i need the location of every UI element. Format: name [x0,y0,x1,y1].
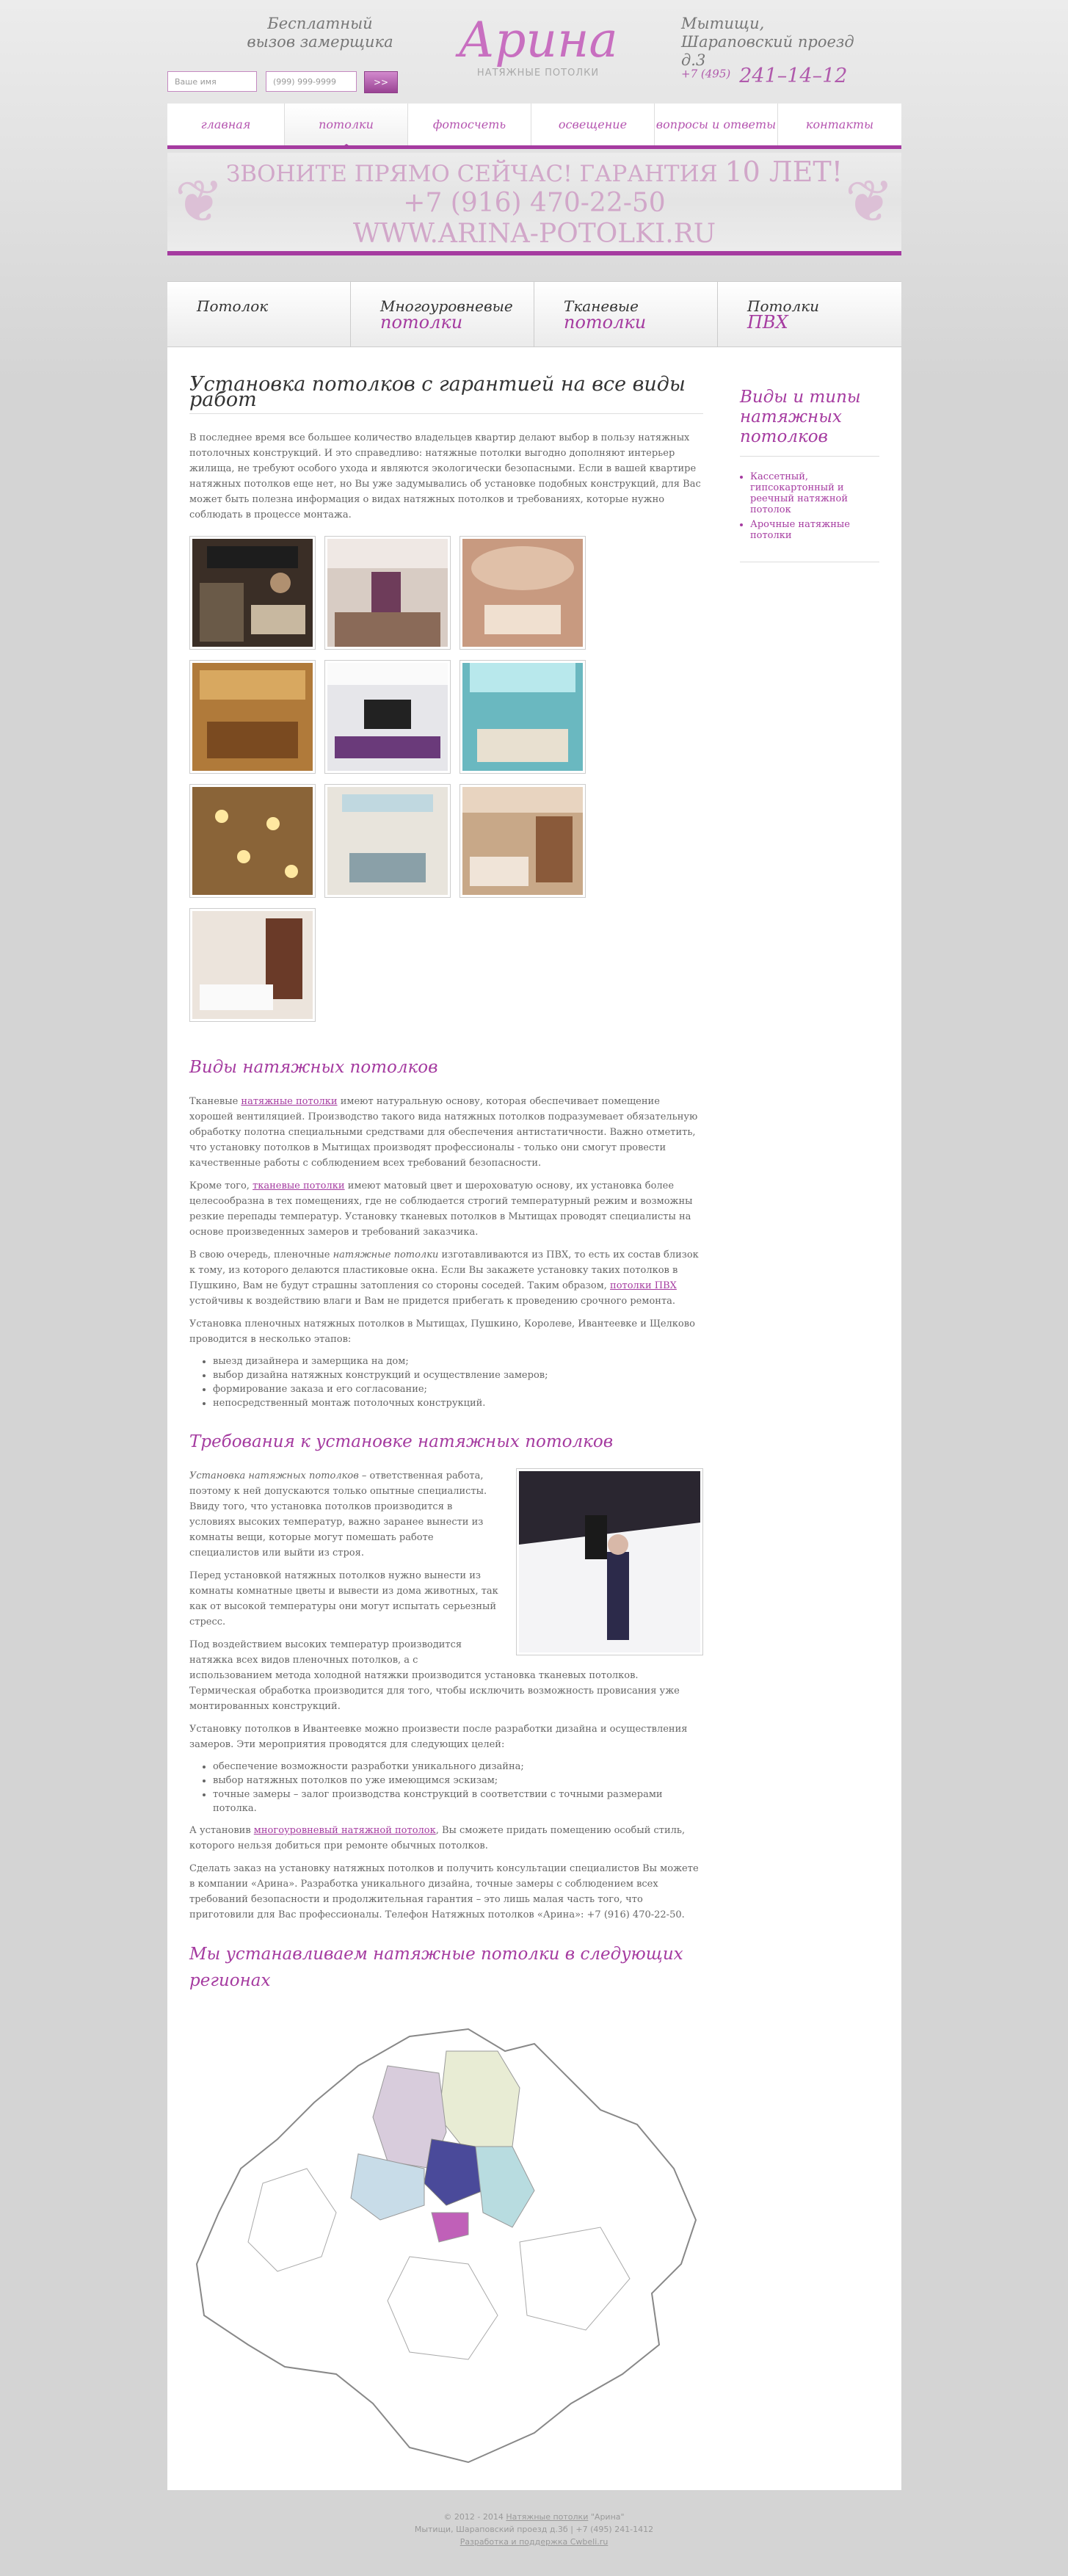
nav-item-lighting[interactable]: освещение [531,104,655,145]
banner-line-1 [167,156,901,188]
list-item: • формирование заказа и его согласование; [213,1382,703,1396]
nav-item-photos[interactable]: фотосчеть [408,104,531,145]
category-sublabel: потолки [380,312,463,333]
goals-list [213,1760,703,1815]
steps-list [213,1354,703,1410]
category-label: Тканевые [564,297,639,315]
ceiling-photo-icon [192,663,313,771]
paragraph [189,1247,703,1309]
nav-item-contacts[interactable]: контакты [805,117,874,131]
ceiling-photo-icon [327,663,448,771]
text-em: Установка натяжных потолков [189,1470,359,1481]
content-area [167,347,901,2490]
text: имеют матовый цвет и шероховатую основу, их установка более целесообразна в тех помещениях, где не соблюдается строгий температурный режим и возможны резкие перепады температур. Установку тканевых потолков в Мытищах проводят специалисты на основе произведенных замеров и требований заказчика. [189,1180,693,1238]
developer-link[interactable]: Разработка и поддержка Cwbeli.ru [459,2537,609,2547]
intro-paragraph: В последнее время все большее количество владельцев квартир делают выбор в пользу натяжных потолочных конструкций. И это справедливо: натяжные потолки выгодно дополняют интерьер жилища, не требуют особого ухода и являются экологически безопасными. Если в вашей квартире натяжных потолков еще нет, но Вы уже задумывались об установке подобных конструкций, для Вас может быть полезна информация о видах натяжных потолков и требованиях, которые нужно соблюдать в процессе монтажа. [189,432,701,520]
gallery-thumb[interactable] [189,660,316,774]
sidebar-item[interactable]: • Кассетный, гипсокартонный и реечный натяжной потолок [750,471,879,515]
footer-copyright [0,2511,1068,2523]
footer-address: Мытищи, Шараповский проезд д.3б | +7 (495) 241-1412 [414,2525,654,2534]
ceiling-photo-icon [327,539,448,647]
gallery-thumb[interactable] [324,536,451,650]
nav-item-home[interactable]: главная [167,104,285,145]
text: А установив [189,1825,254,1836]
banner-call-text: ЗВОНИТЕ ПРЯМО СЕЙЧАС! ГАРАНТИЯ [225,161,718,187]
list-item: • непосредственный монтаж потолочных конструкций. [213,1396,703,1410]
gallery-thumb[interactable] [189,908,316,1022]
category-sublabel: ПВХ [747,312,788,333]
section-title-regions: Мы устанавливаем натяжные потолки в следующих регионах [189,1945,683,1990]
list-item: • выбор натяжных потолков по уже имеющимся эскизам; [213,1774,703,1788]
ceiling-photo-icon [462,663,583,771]
installer-photo-icon [519,1471,700,1652]
text: В свою очередь, пленочные [189,1249,333,1260]
section-title-requirements: Требования к установке натяжных потолков [189,1432,614,1451]
gallery-thumb[interactable] [459,536,586,650]
ceiling-photo-icon [192,787,313,895]
gallery-thumb[interactable] [459,784,586,898]
category-bar [167,281,901,347]
gallery-thumb[interactable] [324,784,451,898]
text: – ответственная работа, поэтому к ней допускаются только опытные специалисты. Ввиду того, что установка потолков производится в условиях высоких температур, важно заранее вынести из комнаты вещи, которые могут помешать работе специалистов или выйти из строя. [189,1470,487,1559]
link-ceilings[interactable]: натяжные потолки [241,1096,338,1107]
address: Мытищи, Шараповский проезд д.3 [681,15,854,69]
main-nav [167,104,901,149]
paragraph: Под воздействием высоких температур производится натяжка всех видов пленочных потолков, а с использованием метода холодной натяжки производится установка тканевых потолков. Термическая обработка производится для того, чтобы исключить возможность провисания уже монтированных конструкций. [189,1639,680,1712]
page-title: Установка потолков с гарантией на все виды работ [189,377,703,414]
gallery-thumb[interactable] [324,660,451,774]
text: изготавливаются из ПВХ, то есть их состав близок к тому, из которого делаются пластиковые окна. Если Вы закажете установку таких потолков в Пушкино, Вам не будут страшны затопления со стороны соседей. Таким образом, [189,1249,699,1291]
paragraph [189,1178,703,1240]
category-label: Потолки [747,297,820,315]
banner-phone: +7 (916) 470-22-50 [403,188,666,218]
footer-link[interactable]: Натяжные потолки [506,2512,589,2522]
text: © 2012 - 2014 [443,2512,506,2522]
link-multilevel[interactable]: многоуровневый натяжной потолок [253,1825,436,1836]
sidebar-list [750,471,879,541]
section-title-types: Виды натяжных потолков [189,1058,438,1077]
paragraph [189,1823,703,1854]
banner-guarantee: 10 ЛЕТ! [724,156,843,188]
main-column [189,373,703,2482]
gallery-thumb[interactable] [459,660,586,774]
text: Кроме того, [189,1180,253,1191]
text: Тканевые [189,1096,241,1107]
nav-item-ceilings[interactable]: потолки [285,104,408,145]
link-pvc[interactable]: потолки ПВХ [610,1280,677,1291]
list-item: • точные замеры – залог производства конструкций в соответствии с точными размерами потолка. [213,1788,703,1815]
category-multilevel[interactable] [351,282,534,347]
text: устойчивы к воздействию влаги и Вам не придется прибегать к проведению срочного ремонта. [189,1296,676,1307]
category-label: Потолок [197,297,269,315]
gallery-thumb[interactable] [189,784,316,898]
ornament-left-icon: ❦ [175,167,225,236]
ceiling-photo-icon [192,539,313,647]
category-label: Многоуровневые [380,297,513,315]
list-item: • обеспечение возможности разработки уникального дизайна; [213,1760,703,1774]
sidebar [740,388,879,562]
category-pvc[interactable] [718,282,901,347]
phone-code: +7 (495) [681,67,731,81]
site-footer [0,2511,1068,2548]
link-fabric[interactable]: тканевые потолки [253,1180,345,1191]
text: , Вы сможете придать помещению особый стиль, которого нельзя добиться при ремонте обычных потолков. [189,1825,686,1851]
paragraph: Перед установкой натяжных потолков нужно вынести из комнаты комнатные цветы и вывести из дома животных, так как от высокой температуры они могут испытать серьезный стресс. [189,1570,498,1628]
installer-photo[interactable] [516,1468,703,1655]
submit-button[interactable]: >> [364,71,398,93]
phone-input[interactable]: (999) 999-9999 [266,71,357,92]
banner-url: WWW.ARINA-POTOLKI.RU [352,219,716,249]
logo-subtitle: НАТЯЖНЫЕ ПОТОЛКИ [476,68,600,79]
text: имеют натуральную основу, которая обеспечивает помещение хорошей вентиляцией. Производство такого вида натяжных потолков подразумевает обязательную обработку полотна специальными средствами для обеспечения антистатичности. Важно отметить, что установку потолков в Мытищах производят профессионалы - только они смогут провести качественные работы с соблюдением всех требований безопасности. [189,1096,698,1169]
ornament-right-icon: ❦ [844,167,894,236]
list-item: • выезд дизайнера и замерщика на дом; [213,1354,703,1368]
text-em: натяжные потолки [333,1249,439,1260]
name-input[interactable]: Ваше имя [167,71,257,92]
photo-gallery [189,536,600,1032]
nav-item-faq[interactable]: вопросы и ответы [655,104,778,145]
paragraph: Установка пленочных натяжных потолков в Мытищах, Пушкино, Королеве, Ивантеевке и Щелково проводится в несколько этапов: [189,1318,695,1345]
footer-dev-link[interactable] [0,2536,1068,2548]
callback-text: Бесплатный вызов замерщика [247,15,393,51]
sidebar-item[interactable]: • Арочные натяжные потолки [750,519,879,541]
header-phone [681,65,847,87]
list-item: • выбор дизайна натяжных конструкций и осуществление замеров; [213,1368,703,1382]
paragraph: Сделать заказ на установку натяжных потолков и получить консультации специалистов Вы можете в компании «Арина». Разработка уникального дизайна, точные замеры с соблюдением всех требований безопасности и продолжительная гарантия – это лишь малая часть того, что приготовили для Вас профессионалы. Телефон Натяжных потолков «Арина»: +7 (916) 470-22-50. [189,1863,699,1920]
category-sublabel: потолки [564,312,647,333]
ceiling-photo-icon [462,539,583,647]
phone-number: 241–14–12 [739,65,848,87]
ceiling-photo-icon [192,911,313,1019]
category-ceiling[interactable] [167,282,351,347]
gallery-thumb[interactable] [189,536,316,650]
logo-title: Арина [458,12,618,68]
site-header [167,0,901,103]
paragraph [189,1094,703,1171]
ceiling-photo-icon [327,787,448,895]
promo-banner[interactable] [167,153,901,255]
site-logo[interactable] [450,12,626,79]
region-map[interactable] [189,2022,703,2477]
paragraph: Установку потолков в Ивантеевке можно произвести после разработки дизайна и осуществления замеров. Эти мероприятия проводятся для следующих целей: [189,1724,688,1750]
sidebar-title: Виды и типы натяжных потолков [740,388,879,457]
ceiling-photo-icon [462,787,583,895]
text: "Арина" [588,2512,625,2522]
category-fabric[interactable] [534,282,718,347]
